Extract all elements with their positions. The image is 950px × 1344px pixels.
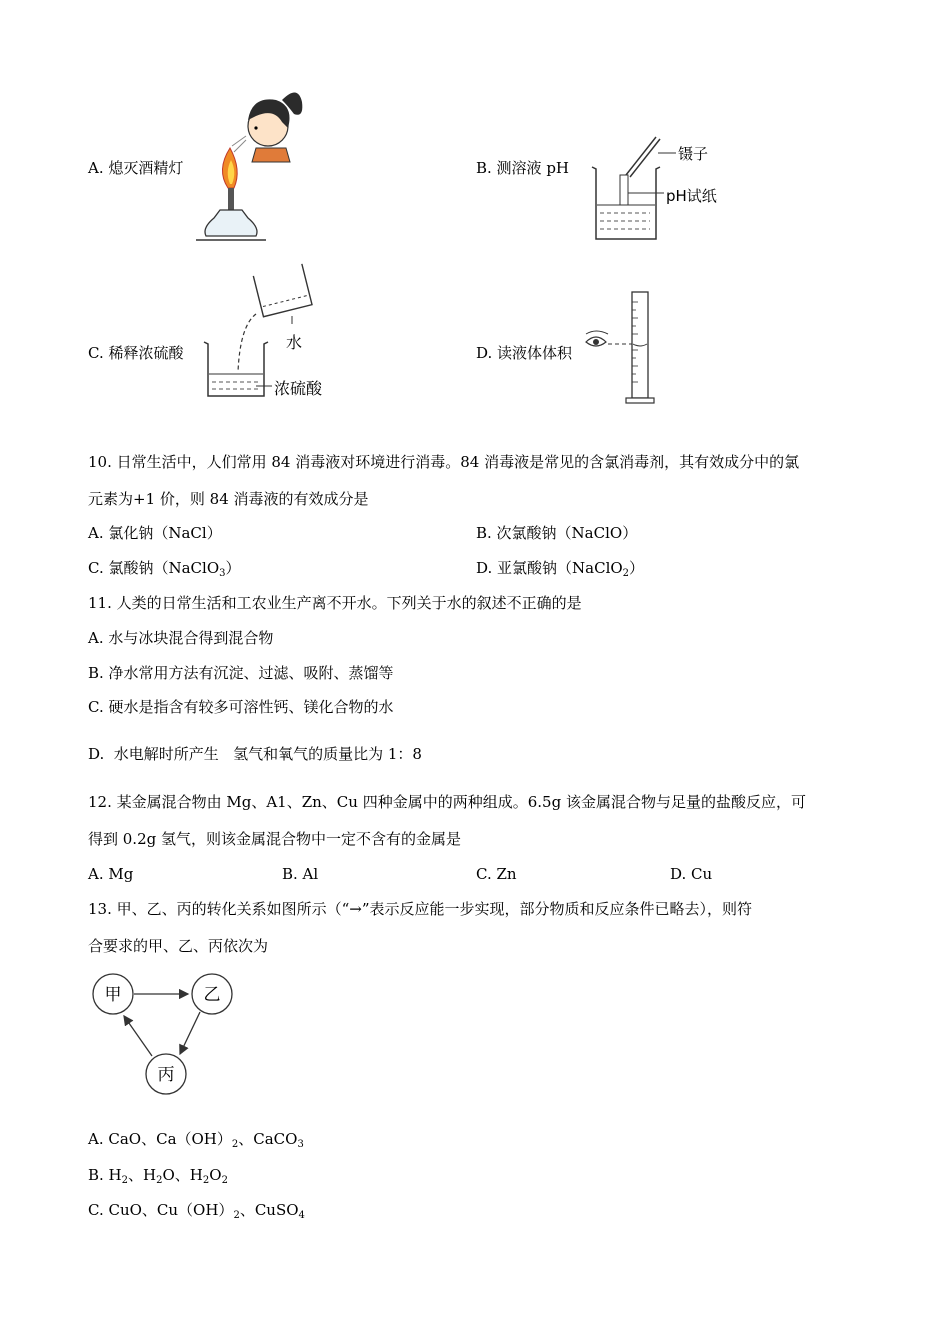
node-jia-label: 甲 (104, 985, 122, 1005)
q12-stem-line2: 得到 0.2g 氢气，则该金属混合物中一定不含有的金属是 (88, 830, 461, 848)
water-label: 水 (286, 333, 303, 352)
q10-option-d-close: ） (629, 559, 645, 577)
q13-a-sub2: 3 (297, 1139, 304, 1150)
q10-stem-line2: 元素为+1 价，则 84 消毒液的有效成分是 (88, 490, 369, 508)
q10-option-c-sub: 3 (219, 568, 226, 579)
ph-paper-label: pH试纸 (666, 187, 717, 205)
q10-option-c-text: C. 氯酸钠（NaClO (88, 559, 220, 577)
q13-c-sub1: 2 (233, 1210, 240, 1221)
q13-a-sub1: 2 (231, 1139, 239, 1150)
q11-option-d: D. 水电解时所产生 氢气和氧气的质量比为 1：8 (88, 745, 422, 763)
q12-option-b: B. Al (282, 865, 319, 883)
q9-option-d-label: D. 读液体体积 (476, 344, 573, 362)
q11-option-b: B. 净水常用方法有沉淀、过滤、吸附、蒸馏等 (88, 664, 394, 682)
q10-stem-line1: 10. 日常生活中，人们常用 84 消毒液对环境进行消毒。84 消毒液是常见的含氯消毒剂，其有效成分中的氯 (88, 453, 800, 471)
q11-option-a: A. 水与冰块混合得到混合物 (88, 629, 274, 647)
transformation-diagram (88, 970, 248, 1098)
q11-option-c: C. 硬水是指含有较多可溶性钙、镁化合物的水 (88, 698, 394, 716)
q13-c-part2: 、CuSO (239, 1201, 299, 1219)
q10-option-a: A. 氯化钠（NaCl） (88, 524, 222, 542)
q13-b-sub1: 2 (121, 1175, 129, 1186)
q13-option-c (88, 1200, 305, 1226)
q13-stem-line1: 13. 甲、乙、丙的转化关系如图所示（“→”表示反应能一步实现，部分物质和反应条件已略去），则符 (88, 900, 753, 918)
q12-option-d: D. Cu (670, 865, 713, 883)
dilute-sulfuric-acid-illustration (200, 262, 340, 402)
node-yi-label: 乙 (203, 985, 221, 1005)
q10-option-c (88, 558, 241, 584)
q12-stem-line1: 12. 某金属混合物由 Mg、A1、Zn、Cu 四种金属中的两种组成。6.5g 该金属混合物与足量的盐酸反应，可 (88, 793, 806, 811)
q13-option-a (88, 1129, 304, 1155)
q13-a-part1: A. CaO、Ca（OH） (88, 1130, 232, 1148)
tweezers-label: 镊子 (678, 145, 709, 163)
q13-option-b (88, 1165, 228, 1191)
q9-option-b-label: B. 测溶液 pH (476, 159, 570, 177)
q13-b-sub2: 2 (156, 1175, 163, 1186)
q13-b-sub3: 2 (202, 1175, 210, 1186)
q11-stem: 11. 人类的日常生活和工农业生产离不开水。下列关于水的叙述不正确的是 (88, 594, 582, 612)
q13-c-sub2: 4 (298, 1210, 305, 1221)
arrow-bing-to-jia (124, 1016, 152, 1056)
q12-option-a: A. Mg (88, 865, 134, 883)
q9-option-c-label: C. 稀释浓硫酸 (88, 344, 184, 362)
q10-option-d (476, 558, 644, 584)
q13-b-part4: O (209, 1166, 222, 1184)
read-cylinder-volume-illustration (580, 288, 670, 410)
q13-b-part3: O、H (162, 1166, 203, 1184)
q13-a-part2: 、CaCO (238, 1130, 298, 1148)
q9-option-a-label: A. 熄灭酒精灯 (88, 159, 184, 177)
q10-option-d-text: D. 亚氯酸钠（NaClO (476, 559, 623, 577)
q12-option-c: C. Zn (476, 865, 517, 883)
q13-c-part1: C. CuO、Cu（OH） (88, 1201, 234, 1219)
alcohol-lamp-blowing-illustration (190, 78, 320, 246)
node-bing-label: 丙 (157, 1065, 175, 1085)
q13-stem-line2: 合要求的甲、乙、丙依次为 (88, 937, 269, 955)
q10-option-d-sub: 2 (622, 568, 630, 579)
ph-test-beaker-illustration (590, 135, 730, 245)
q13-b-sub4: 2 (221, 1175, 228, 1186)
q10-option-c-close: ） (225, 559, 241, 577)
acid-label: 浓硫酸 (274, 379, 323, 398)
arrow-yi-to-bing (180, 1012, 200, 1054)
q10-option-b: B. 次氯酸钠（NaClO） (476, 524, 638, 542)
q13-b-part2: 、H (128, 1166, 157, 1184)
q13-b-part1: B. H (88, 1166, 122, 1184)
